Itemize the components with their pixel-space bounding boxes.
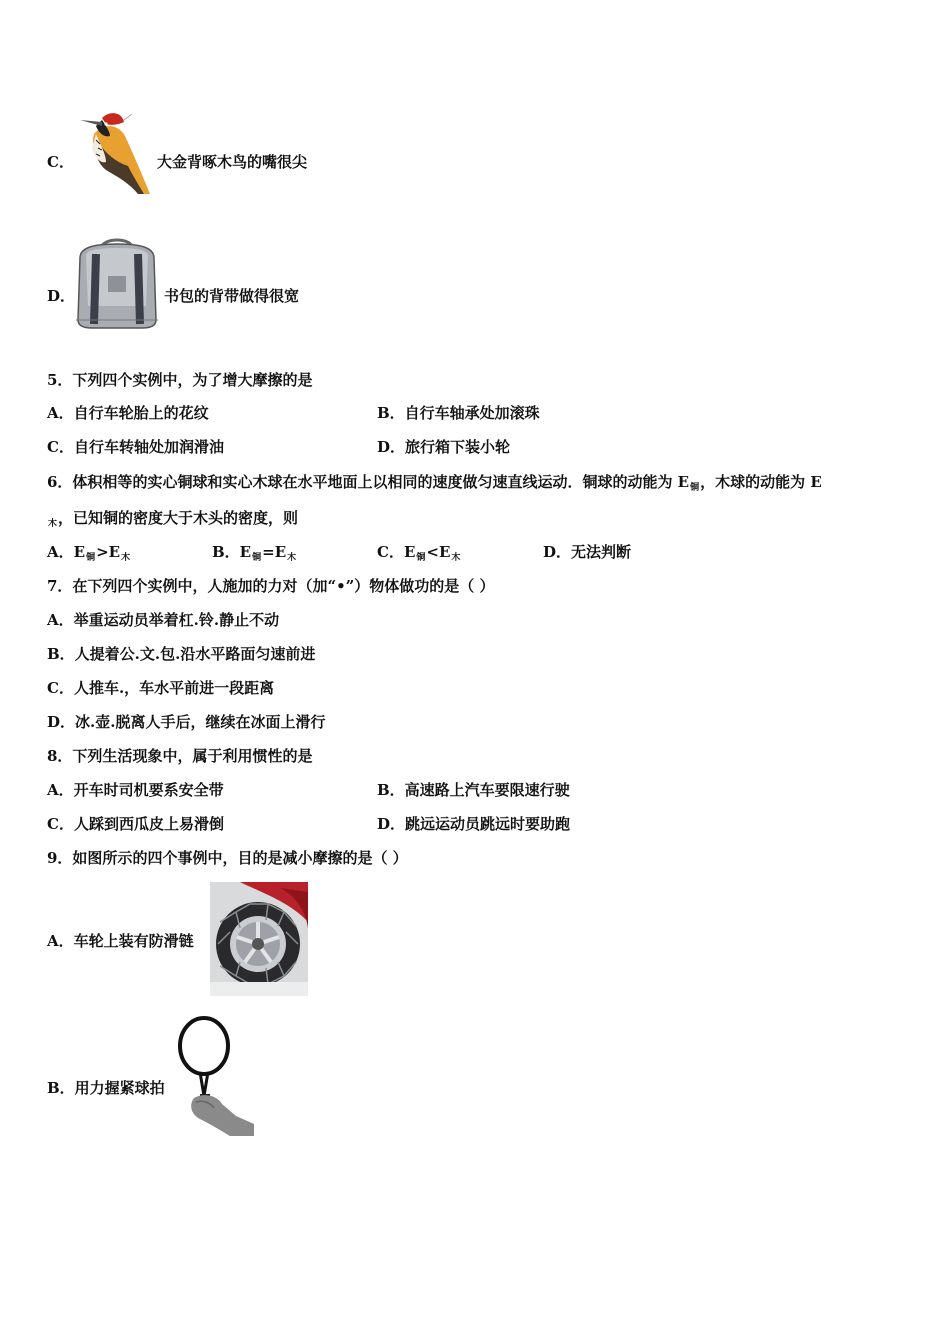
q7-option-b: B．人提着公.文.包.沿水平路面匀速前进 <box>47 645 316 663</box>
q6-option-c <box>377 542 461 568</box>
q6-stem-part1: 6．体积相等的实心铜球和实心木球在水平地面上以相同的速度做匀速直线运动．铜球的动能为 E <box>47 473 690 491</box>
q5-option-d: D．旅行箱下装小轮 <box>377 438 511 456</box>
q6-c-pre: C．E <box>377 543 416 561</box>
q6-sub-tong: 铜 <box>690 483 700 493</box>
q7-stem: 7．在下列四个实例中，人施加的力对（加“•”）物体做功的是（ ） <box>47 577 495 595</box>
q6-stem-part3: ，已知铜的密度大于木头的密度，则 <box>58 509 299 527</box>
q6-c-sub2: 木 <box>451 553 461 563</box>
q4-option-d-letter: D． <box>47 287 76 305</box>
q9-option-a-text: A．车轮上装有防滑链 <box>47 932 194 950</box>
q8-stem: 8．下列生活现象中，属于利用惯性的是 <box>47 747 313 765</box>
q8-option-b: B．高速路上汽车要限速行驶 <box>377 781 570 799</box>
q4-option-d-text: 书包的背带做得很宽 <box>164 287 300 305</box>
q5-option-c: C．自行车转轴处加润滑油 <box>47 438 224 456</box>
q6-option-b <box>212 542 297 568</box>
q9-option-b-text: B．用力握紧球拍 <box>47 1079 165 1097</box>
snow-chain-wheel-image <box>210 882 308 996</box>
q6-b-sub1: 铜 <box>252 553 262 563</box>
q9-stem: 9．如图所示的四个事例中，目的是减小摩擦的是（ ） <box>47 849 408 867</box>
q8-option-a: A．开车时司机要系安全带 <box>47 781 224 799</box>
backpack-image <box>72 236 162 330</box>
q6-a-pre: A．E <box>47 543 86 561</box>
q5-stem: 5．下列四个实例中，为了增大摩擦的是 <box>47 371 313 389</box>
q8-option-c: C．人踩到西瓜皮上易滑倒 <box>47 815 224 833</box>
q5-option-b: B．自行车轴承处加滚珠 <box>377 404 540 422</box>
q6-stem-line2 <box>47 508 298 534</box>
q6-b-sub2: 木 <box>287 553 297 563</box>
q6-a-sub2: 木 <box>121 553 131 563</box>
q6-c-sub1: 铜 <box>416 553 426 563</box>
q7-option-d: D．冰.壶.脱离人手后，继续在冰面上滑行 <box>47 713 326 731</box>
q6-b-op: =E <box>262 543 287 561</box>
q6-stem-line1 <box>47 472 822 498</box>
q7-option-a: A．举重运动员举着杠.铃.静止不动 <box>47 611 280 629</box>
q7-option-c: C．人推车.，车水平前进一段距离 <box>47 679 275 697</box>
q6-option-a <box>47 542 131 568</box>
q6-option-d: D．无法判断 <box>543 543 632 561</box>
q6-b-pre: B．E <box>212 543 252 561</box>
q6-a-sub1: 铜 <box>86 553 96 563</box>
q4-option-c-letter: C． <box>47 153 74 171</box>
q8-option-d: D．跳远运动员跳远时要助跑 <box>377 815 571 833</box>
q6-stem-part2: ，木球的动能为 E <box>700 473 822 491</box>
q5-option-a: A．自行车轮胎上的花纹 <box>47 404 209 422</box>
woodpecker-image <box>76 104 156 198</box>
tennis-racket-image <box>174 1016 254 1136</box>
q6-sub-mu-line2: 木 <box>48 519 58 529</box>
q6-c-op: <E <box>426 543 451 561</box>
q6-a-op: >E <box>96 543 121 561</box>
q4-option-c-text: 大金背啄木鸟的嘴很尖 <box>157 153 308 171</box>
